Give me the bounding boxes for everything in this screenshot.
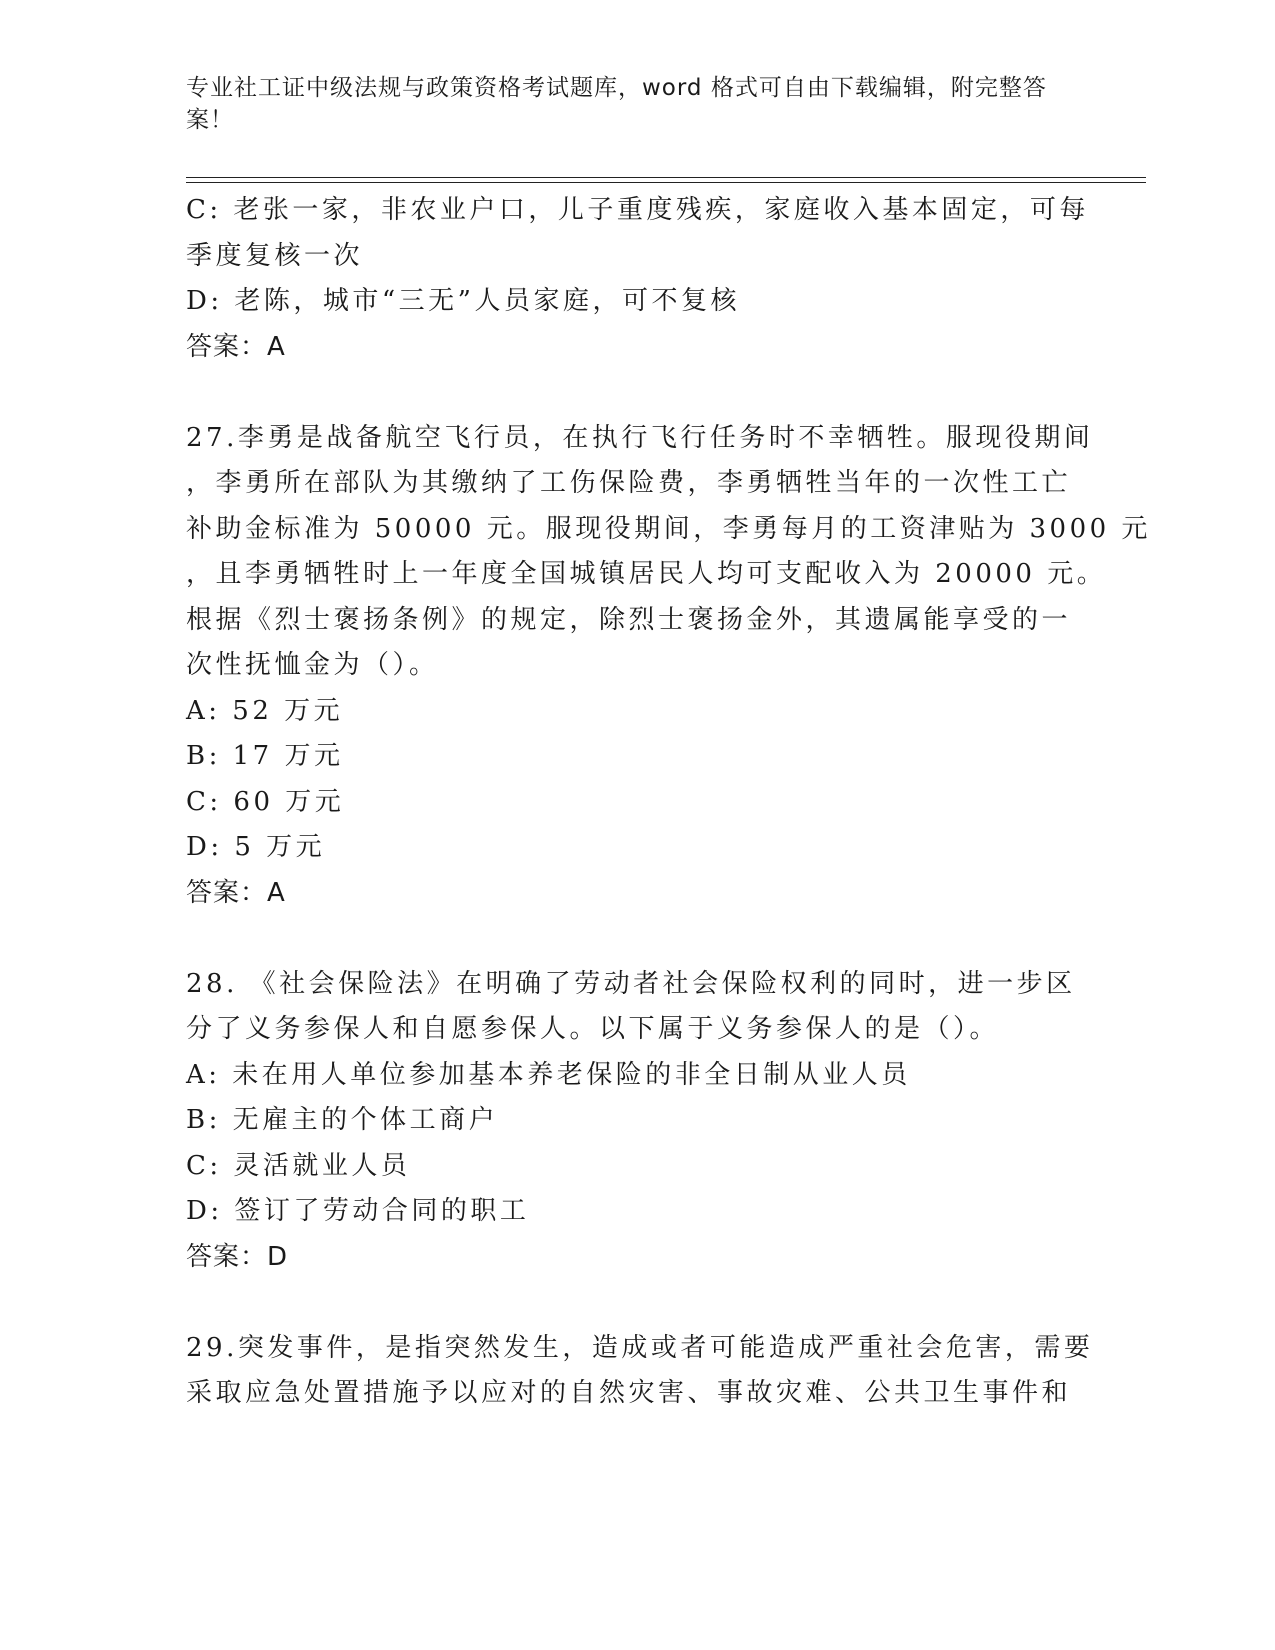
option-c: C: 灵活就业人员 [186,1150,411,1181]
option-d: D: 5 万元 [186,832,326,862]
question-27-line-5: 根据《烈士褒扬条例》的规定，除烈士褒扬金外，其遗属能享受的一 [186,604,1072,635]
answer: 答案：A [186,877,286,908]
question-28-line-2: 分了义务参保人和自愿参保人。以下属于义务参保人的是（）。 [186,1014,1000,1044]
option-b: B: 17 万元 [186,741,344,771]
header-line-1: 专业社工证中级法规与政策资格考试题库，word 格式可自由下载编辑，附完整答 [186,75,1047,101]
option-c-line-1: C: 老张一家，非农业户口，儿子重度残疾，家庭收入基本固定，可每 [186,195,1089,225]
header-divider-bottom [186,182,1146,183]
option-b: B: 无雇主的个体工商户 [186,1105,499,1135]
question-26-continuation [186,188,1089,370]
option-d: D: 签订了劳动合同的职工 [186,1196,530,1226]
question-content [186,188,1151,1417]
header-line-2: 案！ [186,107,234,133]
question-28-line-1: 28. 《社会保险法》在明确了劳动者社会保险权利的同时，进一步区 [186,968,1076,999]
option-a: A: 未在用人单位参加基本养老保险的非全日制从业人员 [186,1059,911,1090]
spacer [186,1280,1086,1326]
option-c-line-2: 季度复核一次 [186,240,364,271]
question-29 [186,1326,1094,1417]
question-27-line-2: ，李勇所在部队为其缴纳了工伤保险费，李勇牺牲当年的一次性工亡 [186,468,1072,498]
answer: 答案：D [186,1241,289,1272]
page-header [186,72,1066,136]
question-27-line-3: 补助金标准为 50000 元。服现役期间，李勇每月的工资津贴为 3000 元 [186,513,1151,544]
spacer [186,916,1086,962]
spacer [186,370,1086,416]
question-27-line-4: ，且李勇牺牲时上一年度全国城镇居民人均可支配收入为 20000 元。 [186,559,1107,589]
option-c: C: 60 万元 [186,786,345,817]
question-27 [186,416,1151,917]
header-divider-top [186,177,1146,178]
answer: 答案：A [186,331,286,362]
question-28 [186,962,1086,1281]
option-a: A: 52 万元 [186,695,344,726]
question-29-line-2: 采取应急处置措施予以应对的自然灾害、事故灾难、公共卫生事件和 [186,1378,1072,1408]
option-d: D: 老陈，城市“三无”人员家庭，可不复核 [186,286,740,316]
question-29-line-1: 29.突发事件，是指突然发生，造成或者可能造成严重社会危害，需要 [186,1332,1094,1363]
question-27-line-6: 次性抚恤金为（）。 [186,650,439,680]
question-27-line-1: 27.李勇是战备航空飞行员，在执行飞行任务时不幸牺牲。服现役期间 [186,422,1094,453]
